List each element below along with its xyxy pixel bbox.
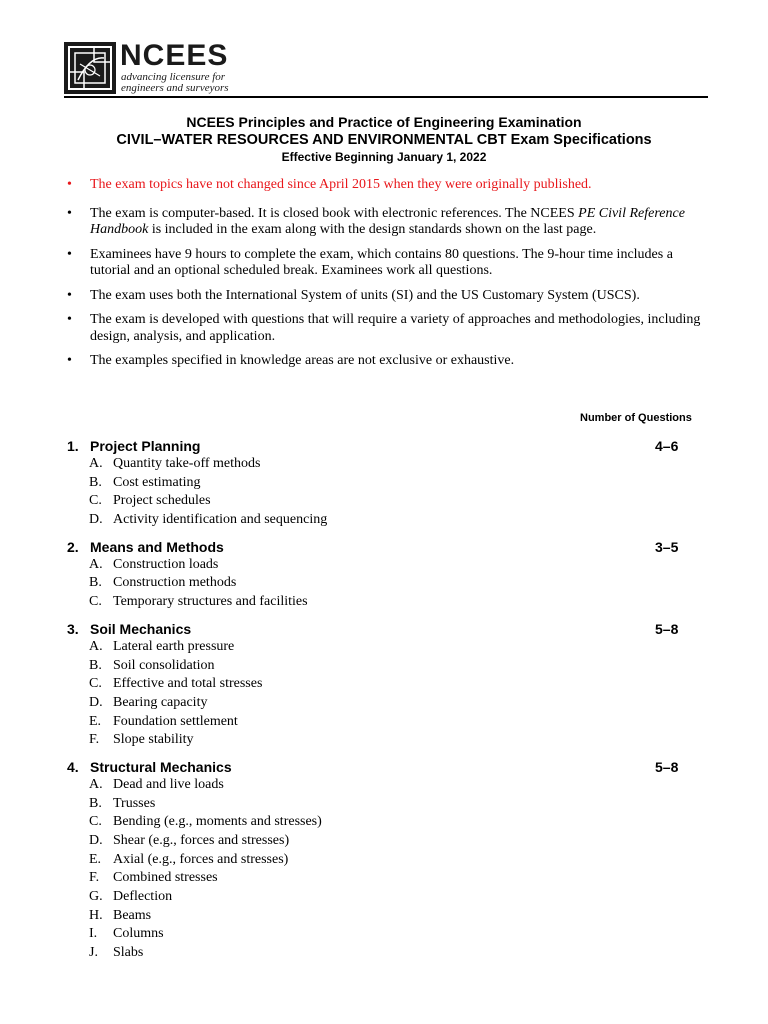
spec-title: CIVIL–WATER RESOURCES AND ENVIRONMENTAL CBT Exam Specifications: [116, 132, 652, 148]
info-bullet-examples: [63, 353, 703, 370]
knowledge-area-heading: [67, 538, 687, 556]
list-item: [67, 869, 687, 888]
topic-letter: B.: [89, 657, 102, 673]
topic-letter: C.: [89, 594, 102, 610]
logo-name: NCEES: [120, 39, 229, 72]
topic-text: Combined stresses: [113, 870, 218, 886]
topic-list: [67, 455, 687, 530]
logo-tagline: [121, 72, 241, 94]
topic-letter: D.: [89, 512, 103, 528]
list-item: [67, 907, 687, 926]
logo-tagline-line-2: engineers and surveyors: [121, 82, 229, 94]
topic-letter: G.: [89, 889, 103, 905]
list-item: [67, 574, 687, 593]
bullet-text: The exam topics have not changed since April 2015 when they were originally published.: [90, 177, 592, 192]
ncees-logo-mark-icon: [64, 42, 116, 94]
list-item: [67, 813, 687, 832]
list-item: [67, 593, 687, 612]
question-count: 4–6: [655, 438, 679, 454]
topic-letter: A.: [89, 456, 103, 471]
topic-text: Temporary structures and facilities: [113, 594, 308, 610]
bullet-icon: •: [67, 177, 72, 192]
topic-text: Dead and live loads: [113, 776, 224, 792]
info-bullet-duration: [63, 247, 703, 280]
bullet-text: Examinees have 9 hours to complete the exam, which contains 80 questions. The 9-hour time includes a tutorial and an optional scheduled break. Examinees work all questions.: [90, 246, 673, 278]
knowledge-area: [67, 538, 687, 612]
topic-text: Cost estimating: [113, 474, 201, 490]
info-bullet-format: [63, 206, 703, 239]
bullet-text: The exam is computer-based. It is closed book with electronic references. The NCEES: [90, 205, 579, 221]
topic-text: Deflection: [113, 889, 173, 905]
question-count: 3–5: [655, 538, 679, 555]
topic-letter: J.: [89, 945, 98, 961]
topic-text: Construction methods: [113, 575, 237, 591]
bullet-text: The examples specified in knowledge areas are not exclusive or exhaustive.: [90, 353, 515, 368]
topic-text: Bending (e.g., moments and stresses): [113, 814, 322, 830]
topic-list: [67, 638, 687, 750]
topic-text: Quantity take-off methods: [113, 456, 261, 471]
topic-letter: I.: [89, 926, 98, 942]
knowledge-area-heading: [67, 620, 687, 638]
question-count: 5–8: [655, 758, 679, 775]
topic-text: Columns: [113, 926, 164, 942]
list-item: [67, 925, 687, 944]
list-item: [67, 888, 687, 907]
list-item: [67, 832, 687, 851]
section-title: Project Planning: [90, 438, 201, 454]
bullet-text: is included in the exam along with the design standards shown on the last page.: [148, 222, 597, 237]
number-of-questions-header: Number of Questions: [580, 412, 692, 424]
topic-text: Activity identification and sequencing: [113, 512, 328, 528]
bullet-text: The exam uses both the International System of units (SI) and the US Customary System (USCS).: [90, 287, 640, 303]
bullet-icon: •: [67, 353, 72, 368]
knowledge-area: [67, 437, 687, 530]
list-item: [67, 731, 687, 750]
section-number: 4.: [67, 758, 79, 775]
topic-list: [67, 556, 687, 612]
list-item: [67, 776, 687, 795]
topic-text: Effective and total stresses: [113, 676, 263, 692]
bullet-icon: •: [67, 312, 72, 327]
topic-text: Project schedules: [113, 493, 211, 509]
knowledge-areas: [67, 437, 687, 971]
list-item: [67, 455, 687, 474]
info-bullet-topics: [63, 177, 703, 194]
topic-letter: B.: [89, 575, 102, 591]
bullet-text: The exam is developed with questions that will require a variety of approaches and methodologies, including design, analysis, and application.: [90, 312, 701, 344]
section-number: 2.: [67, 538, 79, 555]
list-item: [67, 675, 687, 694]
info-bullet-units: [63, 288, 703, 305]
logo-tagline-line-1: advancing licensure for: [121, 71, 226, 83]
topic-letter: H.: [89, 907, 103, 923]
knowledge-area-heading: [67, 437, 687, 455]
list-item: [67, 657, 687, 676]
topic-text: Axial (e.g., forces and stresses): [113, 851, 289, 867]
list-item: [67, 492, 687, 511]
list-item: [67, 638, 687, 657]
exam-info-list: [63, 177, 703, 378]
topic-text: Slabs: [113, 945, 144, 961]
topic-letter: F.: [89, 732, 100, 748]
topic-letter: D.: [89, 833, 103, 848]
topic-text: Bearing capacity: [113, 694, 208, 710]
effective-date: Effective Beginning January 1, 2022: [281, 150, 487, 164]
topic-letter: B.: [89, 474, 102, 490]
topic-letter: A.: [89, 638, 103, 654]
list-item: [67, 795, 687, 814]
topic-letter: E.: [89, 851, 102, 867]
topic-letter: C.: [89, 676, 102, 692]
topic-text: Shear (e.g., forces and stresses): [113, 833, 290, 848]
topic-text: Lateral earth pressure: [113, 638, 235, 654]
topic-text: Trusses: [113, 795, 156, 811]
question-count: 5–8: [655, 620, 679, 637]
topic-letter: E.: [89, 713, 102, 729]
topic-text: Soil consolidation: [113, 657, 215, 673]
exam-title: NCEES Principles and Practice of Engineering Examination: [186, 114, 582, 130]
list-item: [67, 694, 687, 713]
list-item: [67, 556, 687, 575]
knowledge-area-heading: [67, 758, 687, 776]
list-item: [67, 511, 687, 530]
info-bullet-approaches: [63, 312, 703, 345]
bullet-icon: •: [67, 287, 72, 303]
topic-letter: A.: [89, 556, 103, 572]
section-number: 1.: [67, 438, 79, 454]
list-item: [67, 474, 687, 493]
knowledge-area: [67, 758, 687, 963]
knowledge-area: [67, 620, 687, 750]
topic-text: Slope stability: [113, 732, 194, 748]
topic-text: Beams: [113, 907, 152, 923]
topic-letter: D.: [89, 694, 103, 710]
ncees-logo: [64, 39, 284, 94]
topic-letter: F.: [89, 870, 100, 886]
document-header: [0, 114, 768, 165]
topic-letter: C.: [89, 814, 102, 830]
bullet-icon: •: [67, 205, 72, 221]
list-item: [67, 944, 687, 963]
bullet-icon: •: [67, 246, 72, 262]
section-title: Means and Methods: [90, 538, 224, 555]
topic-letter: C.: [89, 493, 102, 509]
list-item: [67, 851, 687, 870]
section-title: Structural Mechanics: [90, 758, 232, 775]
section-title: Soil Mechanics: [90, 620, 192, 637]
handbook-title: PE Civil Reference Handbook: [90, 205, 685, 237]
header-divider: [64, 96, 708, 98]
section-number: 3.: [67, 620, 79, 637]
topic-letter: A.: [89, 776, 103, 792]
topic-letter: B.: [89, 795, 102, 811]
list-item: [67, 713, 687, 732]
topic-text: Construction loads: [113, 556, 219, 572]
topic-text: Foundation settlement: [113, 713, 238, 729]
topic-list: [67, 776, 687, 963]
